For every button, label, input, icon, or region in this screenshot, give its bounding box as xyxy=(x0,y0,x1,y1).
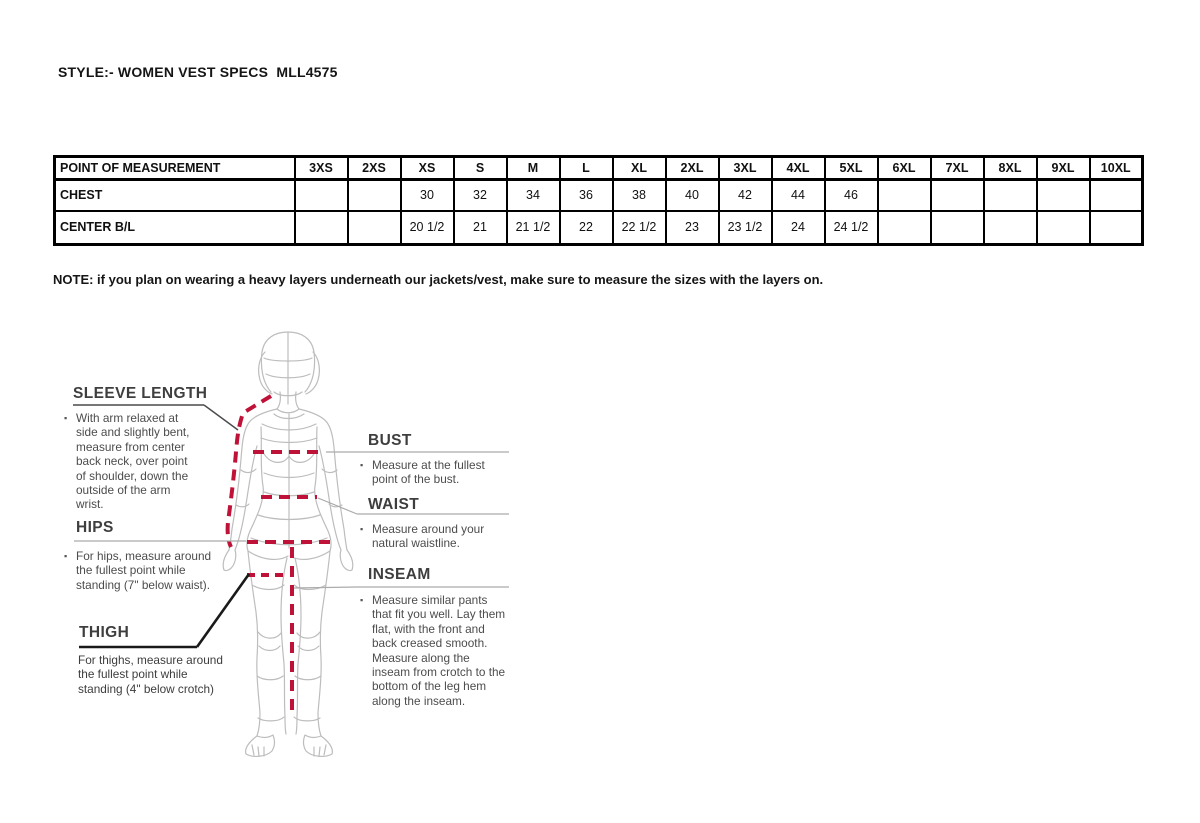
bullet-square-icon: ▪ xyxy=(64,551,68,561)
note-text: NOTE: if you plan on wearing a heavy layers underneath our jackets/vest, make sure to measure the sizes with the layers on. xyxy=(53,272,824,287)
bullet-square-icon: ▪ xyxy=(360,524,364,534)
figure-wireframe-path xyxy=(340,550,353,571)
figure-wireframe-path xyxy=(252,585,284,590)
figure-wireframe-path xyxy=(277,409,299,413)
center-bl-value-cell: 20 1/2 xyxy=(401,211,454,245)
figure-wireframe-path xyxy=(252,745,264,756)
inseam-heading: INSEAM xyxy=(368,566,431,583)
inseam-description-text: Measure similar pants that fit you well. Lay them flat, with the front and back creased smooth. Measure along the inseam from crotch to the bottom of the leg hem along the inseam. xyxy=(372,593,506,708)
figure-wireframe-path xyxy=(314,745,326,756)
center-bl-value-cell: 21 1/2 xyxy=(507,211,560,245)
figure-wireframe-path xyxy=(319,446,341,550)
sleeve-length-description-text: With arm relaxed at side and slightly bent, measure from center back neck, over point of shoulder, down the outside of the arm wrist. xyxy=(76,411,190,512)
chest-value-cell: 36 xyxy=(560,180,613,211)
sleeve-length-leader-line xyxy=(204,405,238,430)
body-figure xyxy=(223,332,353,756)
size-column-header: 7XL xyxy=(931,157,984,180)
center-bl-value-cell: 23 1/2 xyxy=(719,211,772,245)
center-bl-value-cell: 22 1/2 xyxy=(613,211,666,245)
figure-wireframe-path xyxy=(248,551,288,559)
figure-wireframe-path xyxy=(315,427,331,551)
size-column-header: 3XL xyxy=(719,157,772,180)
figure-wireframe-path xyxy=(318,551,330,736)
figure-wireframe-path xyxy=(258,717,284,721)
figure-wireframe-path xyxy=(295,676,321,680)
hips-heading: HIPS xyxy=(76,519,114,536)
chest-value-cell: 40 xyxy=(666,180,719,211)
waist-description xyxy=(360,522,496,551)
size-column-header: 2XS xyxy=(348,157,401,180)
figure-wireframe-path xyxy=(299,409,347,550)
size-column-header: L xyxy=(560,157,613,180)
size-column-header: 8XL xyxy=(984,157,1037,180)
figure-wireframe-path xyxy=(257,676,283,680)
waist-leader-line xyxy=(318,498,357,514)
measurement-lines xyxy=(228,396,330,718)
size-column-header: 10XL xyxy=(1090,157,1143,180)
size-column-header: 5XL xyxy=(825,157,878,180)
figure-wireframe-path xyxy=(229,409,277,550)
figure-wireframe-path xyxy=(247,427,263,551)
inseam-leader-line xyxy=(294,587,357,588)
hips-description-text: For hips, measure around the fullest point while standing (7" below waist). xyxy=(76,549,212,592)
sleeve-length-heading: SLEEVE LENGTH xyxy=(73,385,208,402)
size-column-header: 9XL xyxy=(1037,157,1090,180)
thigh-heading: THIGH xyxy=(79,624,130,641)
chest-value-cell: 32 xyxy=(454,180,507,211)
chest-value-cell: 34 xyxy=(507,180,560,211)
size-column-header: 2XL xyxy=(666,157,719,180)
figure-wireframe-path xyxy=(223,550,236,571)
figure-wireframe-path xyxy=(290,551,330,559)
chest-value-cell: 30 xyxy=(401,180,454,211)
figure-wireframe-path xyxy=(298,646,319,651)
size-column-header: XS xyxy=(401,157,454,180)
figure-wireframe-path xyxy=(246,735,275,756)
chest-value-cell: 38 xyxy=(613,180,666,211)
chest-value-cell: 44 xyxy=(772,180,825,211)
center-bl-value-cell: 24 1/2 xyxy=(825,211,878,245)
sleeve-length-measure-line xyxy=(228,396,271,547)
bullet-square-icon: ▪ xyxy=(360,460,364,470)
bust-heading: BUST xyxy=(368,432,412,449)
size-column-header: 3XS xyxy=(295,157,348,180)
figure-wireframe-path xyxy=(236,504,249,507)
figure-wireframe-path xyxy=(248,551,260,736)
figure-wireframe-path xyxy=(258,632,281,638)
row-label-center-bl: CENTER B/L xyxy=(55,211,295,245)
figure-wireframe-path xyxy=(259,646,280,651)
bust-description xyxy=(360,458,496,487)
center-bl-value-cell: 22 xyxy=(560,211,613,245)
inseam-description xyxy=(360,593,510,708)
size-column-header: XL xyxy=(613,157,666,180)
page-title: STYLE:- WOMEN VEST SPECS MLL4575 xyxy=(58,64,338,80)
center-bl-value-cell: 21 xyxy=(454,211,507,245)
waist-heading: WAIST xyxy=(368,496,420,513)
center-bl-value-cell: 24 xyxy=(772,211,825,245)
bullet-square-icon: ▪ xyxy=(64,413,68,423)
figure-wireframe-path xyxy=(235,446,257,550)
bullet-square-icon: ▪ xyxy=(360,595,364,605)
row-label-chest: CHEST xyxy=(55,180,295,211)
center-bl-value-cell: 23 xyxy=(666,211,719,245)
sleeve-length-description xyxy=(64,411,196,512)
bust-description-text: Measure at the fullest point of the bust. xyxy=(372,458,485,487)
figure-wireframe-path xyxy=(304,735,333,756)
hips-description xyxy=(64,549,216,592)
chest-value-cell: 46 xyxy=(825,180,878,211)
size-column-header: 6XL xyxy=(878,157,931,180)
thigh-description: For thighs, measure around the fullest point while standing (4" below crotch) xyxy=(78,653,223,696)
figure-wireframe-path xyxy=(294,717,320,721)
size-column-header: S xyxy=(454,157,507,180)
figure-wireframe-path xyxy=(241,469,256,473)
size-column-header: M xyxy=(507,157,560,180)
waist-description-text: Measure around your natural waistline. xyxy=(372,522,485,551)
point-of-measurement-header: POINT OF MEASUREMENT xyxy=(55,157,295,180)
size-column-header: 4XL xyxy=(772,157,825,180)
chest-value-cell: 42 xyxy=(719,180,772,211)
